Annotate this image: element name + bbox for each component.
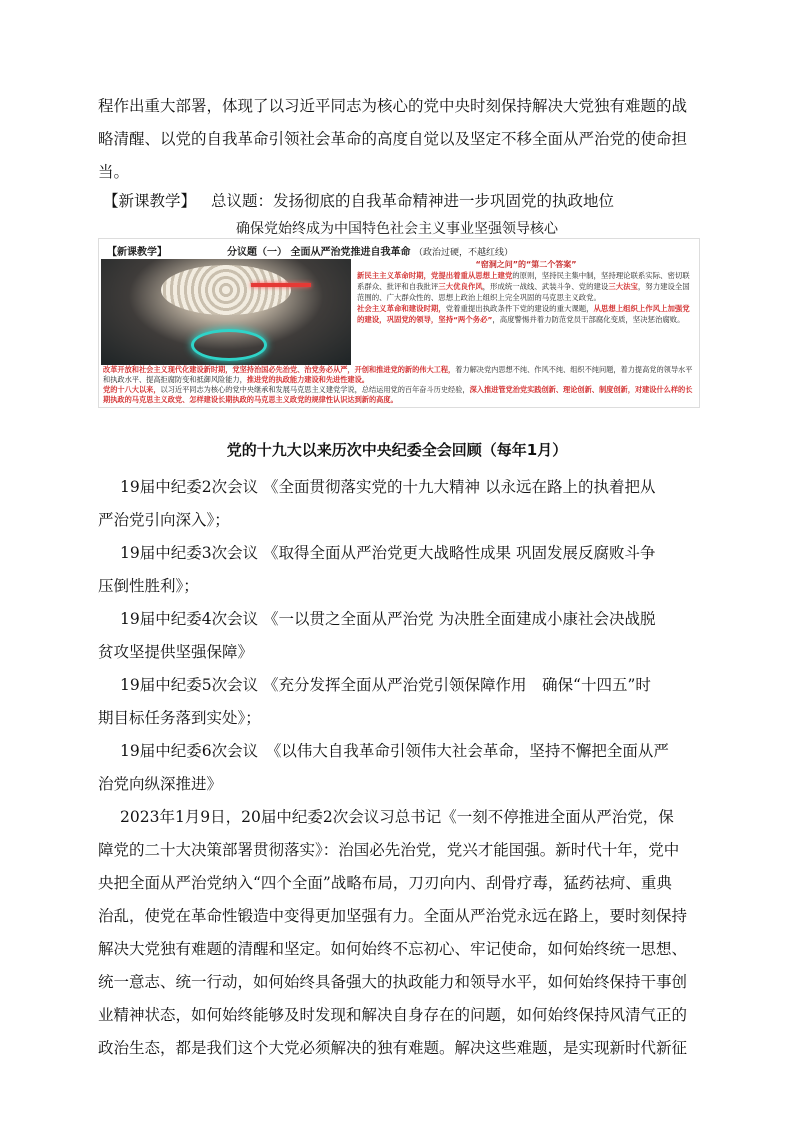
intro-line-3: 当。: [98, 163, 130, 181]
slide-bottom-1-c: 推进党的执政能力建设和先进性建设。: [246, 375, 369, 384]
review-item-2-b: 压倒性胜利》；: [98, 577, 199, 595]
slide-para-1-e: 三大法宝: [608, 282, 638, 291]
review-item-2-a: 19届中纪委3次会议 《取得全面从严治党更大战略性成果 巩固发展反腐败斗争: [120, 544, 656, 562]
slide-para-1-b: 的原则，坚持民主集中制，坚持理论联系实际、密切联系群众、批评和自我批评: [357, 271, 690, 291]
closing-line-6: 统一意志、统一行动，如何始终具备强大的执政能力和领导水平，如何始终保持干事创: [98, 973, 688, 991]
review-item-1-a: 19届中纪委2次会议 《全面贯彻落实党的十九大精神 以永远在路上的执着把从: [120, 478, 656, 496]
slide-bottom-1-b: 着力解决党内思想不纯、作风不纯、组织不纯问题，着力提高党的领导水平和执政水平、提高拒腐防变和抵御风险能力，: [103, 365, 693, 384]
slide-para-2: [357, 303, 695, 325]
closing-line-3: 央把全面从严治党纳入“四个全面”战略布局，刀刃向内、刮骨疗毒，猛药祛疴、重典: [98, 874, 672, 892]
slide-para-1: [357, 270, 695, 303]
slide-bottom-2-b: 深入推进管党治党实践创新、理论创新、制度创新，对建设什么样的长期执政的马克思主义政党、怎样建设长期执政的马克思主义政党的规律性认识达到新的高度。: [103, 385, 693, 404]
slide-header: [99, 239, 699, 259]
slide-bottom-text: [103, 365, 695, 405]
slide-subtitle: （政治过硬，不越红线）: [413, 248, 513, 258]
review-item-4-a: 19届中纪委5次会议 《充分发挥全面从严治党引领保障作用 确保“十四五”时: [120, 676, 651, 694]
slide-bottom-1-lead: 改革开放和社会主义现代化建设新时期，: [103, 365, 233, 374]
slide-para-1-d: ，形成统一战线、武装斗争、党的建设: [482, 282, 609, 291]
closing-line-5: 解决大党独有难题的清醒和坚定。如何始终不忘初心、牢记使命，如何始终统一思想、: [98, 940, 688, 958]
lesson-topic-2: 确保党始终成为中国特色社会主义事业坚强领导核心: [236, 221, 558, 237]
slide-heading: “窑洞之问”的“第二个答案”: [475, 260, 577, 269]
intro-line-1: 程作出重大部署，体现了以习近平同志为核心的党中央时刻保持解决大党独有难题的战: [98, 97, 688, 115]
closing-line-2: 障党的二十大决策部署贯彻落实》：治国必先治党，党兴才能国强。新时代十年，党中: [98, 841, 680, 859]
red-light-graphic: [251, 283, 311, 287]
intro-line-2: 略清醒、以党的自我革命引领社会革命的高度自觉以及坚定不移全面从严治党的使命担: [98, 130, 688, 148]
closing-line-8: 政治生态，都是我们这个大党必须解决的独有难题。解决这些难题，是实现新时代新征: [98, 1039, 688, 1057]
review-item-1-b: 严治党引向深入》；: [98, 511, 230, 529]
review-item-3-b: 贫攻坚提供坚强保障》: [98, 643, 254, 661]
slide-bottom-para-2: [103, 385, 695, 405]
slide-tag: 【新课教学】: [107, 247, 167, 258]
slide-bottom-2-lead: 党的十八大以来，: [103, 385, 161, 394]
slide-image: [98, 238, 700, 408]
slide-title: [227, 243, 513, 258]
slide-photo: [101, 259, 351, 365]
slide-bottom-2-a: 以习近平同志为核心的党中央继承和发展马克思主义建党学说，总结运用党的百年奋斗历史经验，: [160, 385, 470, 394]
slide-para-1-f: ，努力建设全国范围的、广大群众性的、思想上政治上组织上完全巩固的马克思主义政党。: [357, 282, 690, 302]
review-heading: 党的十九大以来历次中央纪委全会回顾（每年1月）: [226, 441, 568, 459]
slide-para-1-lead: 新民主主义革命时期，: [357, 271, 431, 280]
slide-para-2-lead: 社会主义革命和建设时期，: [357, 304, 446, 313]
closing-line-4: 治乱，使党在革命性锻造中变得更加坚强有力。全面从严治党永远在路上，要时刻保持: [98, 907, 688, 925]
slide-para-2-b: 从思想上组织上作风上加强党的建设，巩固党的领导，坚持“两个务必”: [357, 304, 690, 324]
lesson-tag: 【新课教学】: [103, 192, 197, 210]
review-item-5-b: 治党向纵深推进》: [98, 775, 223, 793]
closing-line-7: 业精神状态，如何始终能够及时发现和解决自身存在的问题，如何始终保持风清气正的: [98, 1006, 688, 1024]
lesson-topic-line: [103, 189, 614, 211]
ring-structure-graphic: [161, 265, 291, 315]
slide-para-1-c: 三大优良作风: [438, 282, 483, 291]
review-item-4-b: 期目标任务落到实处》；: [98, 709, 261, 727]
review-item-5-a: 19届中纪委6次会议 《以伟大自我革命引领伟大社会革命，坚持不懈把全面从严: [120, 742, 669, 760]
slide-text: [357, 259, 695, 325]
cyan-ring-graphic: [191, 329, 267, 361]
slide-para-2-a: 党着重提出执政条件下党的建设的重大课题，: [445, 304, 594, 313]
slide-title-main: 分议题（一） 全面从严治党推进自我革命: [227, 247, 411, 258]
slide-para-1-a: 党提出着重从思想上建党: [430, 271, 513, 280]
lesson-topic: 总议题：发扬彻底的自我革命精神进一步巩固党的执政地位: [210, 192, 614, 210]
slide-bottom-1-a: 党坚持治国必先治党、治党务必从严，开创和推进党的新的伟大工程，: [232, 365, 456, 374]
review-item-3-a: 19届中纪委4次会议 《一以贯之全面从严治党 为决胜全面建成小康社会决战脱: [120, 610, 656, 628]
closing-line-1: 2023年1月9日，20届中纪委2次会议习总书记《一刻不停推进全面从严治党，保: [120, 808, 674, 826]
slide-para-2-c: ，高度警惕并着力防范党员干部腐化变质，坚决惩治腐败。: [492, 315, 685, 324]
slide-bottom-para-1: [103, 365, 695, 385]
